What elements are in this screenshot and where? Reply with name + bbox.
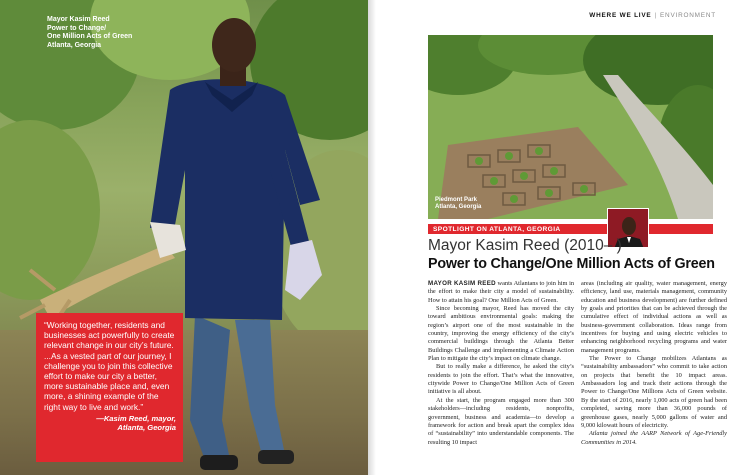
section-separator: |: [654, 12, 657, 19]
article-paragraph: areas (including air quality, water management, energy efficiency, land use, materials management, community education and business development) are further defined by goals and priorities that can be achieved through the cumulative effect of individual actions as well as business-government collaboration. Ideas range from incentives for buying and using electric vehicles to enhancing neighborhood recycling programs and water management programs.: [581, 280, 727, 354]
piedmont-park-photo: [428, 35, 713, 219]
article-paragraph: At the start, the program engaged more than 300 stakeholders—including residents, nonprofits, government, business and academia—to develop a framework for action and break apart the complex idea of “sustainability” into understandable components. The resulting 10 impact: [428, 396, 574, 446]
article-paragraph: [428, 280, 574, 305]
caption-line: Mayor Kasim Reed: [47, 16, 110, 23]
right-shoe: [258, 450, 294, 464]
jeans-left-leg: [190, 315, 230, 460]
left-page-photo: [0, 0, 368, 475]
head: [212, 18, 256, 72]
pull-quote-text: “Working together, residents and businesses act powerfully to create relevant change in our city’s future. ...As a vested part of our journey, I challenge you to join this collective effort to make our city a better, more sustainable place and, even more, a shining example of the right way to live and work.”: [44, 320, 175, 412]
caption-line: Power to Change/: [47, 24, 107, 32]
spotlight-label: SPOTLIGHT ON ATLANTA, GEORGIA: [433, 225, 561, 233]
section-header: [589, 12, 716, 19]
photo-caption: [47, 16, 197, 50]
article-text: wants Atlantans to join him in the effort to make their city a model of sustainability. How to attain his goal? One Million Acts of Green.: [428, 280, 575, 304]
article-paragraph: Since becoming mayor, Reed has moved the city toward ambitious environmental goals: making the region’s airport one of the most sustainable in the country, improving the energy efficiency of the city’s commercial buildings through the Atlanta Better Buildings Challenge and implementing a Climate Action Plan to mitigate the city’s impact on climate change.: [428, 305, 574, 363]
article-paragraph: The Power to Change mobilizes Atlantans as “sustainability ambassadors” who commit to take action on projects that benefit the 10 impact areas. Ambassadors log and track their actions through the Power to Change/One Millions Acts of Green website. By the start of 2016, nearly 1,000 acts of green had been completed, saving more than 36,000 pounds of greenhouse gases, nearly 5,000 gallons of water and 9,000 kilowatt hours of electricity.: [581, 355, 727, 429]
page-gutter: [368, 0, 376, 475]
park-illustration: [428, 35, 713, 219]
pull-quote-attribution: [44, 414, 176, 432]
article-column-1: [428, 280, 574, 447]
right-page: [376, 0, 740, 475]
jeans-right-leg: [235, 320, 285, 455]
attribution-line: —Kasim Reed, mayor,: [96, 413, 176, 423]
root-stick: [40, 245, 175, 318]
article-column-2: [581, 280, 727, 447]
article-paragraph: But to really make a difference, he asked the city’s residents to join the effort. That’s what the innovative, citywide Power to Change/One Million Acts of Green initiative is all about.: [428, 363, 574, 396]
pull-quote-box: [36, 313, 183, 462]
attribution-line: Atlanta, Georgia: [117, 422, 176, 432]
article-subheadline: Power to Change/One Million Acts of Green: [428, 256, 715, 272]
left-shoe: [200, 455, 238, 470]
park-caption-line: Atlanta, Georgia: [435, 204, 482, 210]
article-credit: Atlanta joined the AARP Network of Age-Friendly Communities in 2014.: [581, 430, 727, 446]
right-glove: [285, 240, 322, 300]
article-lead-in: MAYOR KASIM REED: [428, 280, 496, 287]
article-headline: Mayor Kasim Reed (2010– ): [428, 237, 622, 254]
spotlight-bar: [428, 224, 713, 234]
section-title: WHERE WE LIVE: [589, 12, 652, 19]
park-caption-line: Piedmont Park: [435, 197, 478, 203]
park-photo-caption: [435, 197, 481, 211]
subsection-title: ENVIRONMENT: [659, 12, 716, 19]
caption-line: One Million Acts of Green: [47, 33, 133, 40]
caption-line: Atlanta, Georgia: [47, 41, 102, 49]
